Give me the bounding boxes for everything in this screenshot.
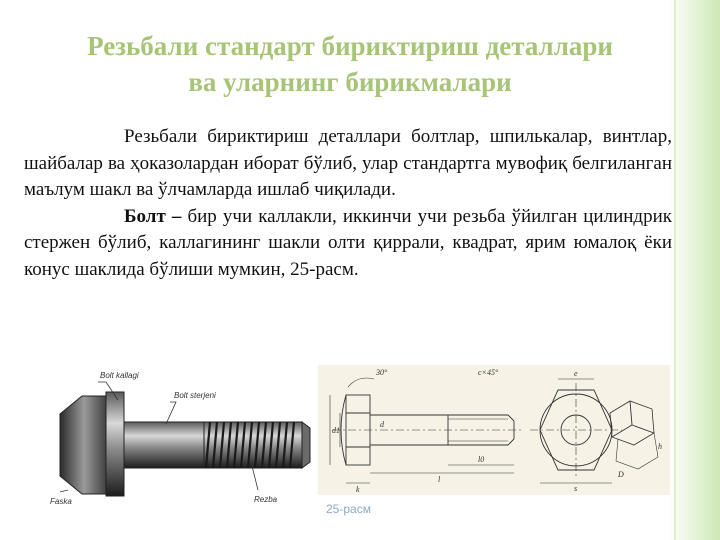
- dim-s: s: [574, 484, 578, 493]
- dim-l0: l0: [478, 455, 485, 464]
- dim-l: l: [438, 475, 441, 484]
- dim-h: h: [658, 442, 662, 451]
- accent-stripe: [674, 0, 676, 540]
- dim-D: D: [618, 470, 624, 479]
- bolt-technical-drawing: [318, 365, 670, 495]
- body-text: [24, 124, 672, 283]
- term-bolt: Болт –: [124, 205, 182, 227]
- paragraph-2-text: бир учи каллакли, иккинчи учи резьба ўйилган цилиндрик стержен бўлиб, каллагининг шакли олти қиррали, квадрат, ярим юмалоқ ёки конус шаклида бўлиши мумкин, 25-расм.: [24, 205, 672, 280]
- paragraph-2: [24, 204, 672, 284]
- label-thread: Rezba: [254, 495, 278, 504]
- label-chamfer: Faska: [50, 497, 72, 506]
- dim-e: e: [574, 369, 578, 378]
- slide-title: [30, 28, 670, 100]
- dim-d1: d1: [332, 426, 340, 435]
- paragraph-1: Резьбали бириктириш деталлари болтлар, шпилькалар, винтлар, шайбалар ва ҳоказолардан иборат бўлиб, улар стандартга мувофиқ белгиланган маълум шакл ва ўлчамларда ишлаб чиқилади.: [24, 126, 672, 200]
- title-line-1: Резьбали стандарт бириктириш деталлари: [87, 31, 613, 61]
- label-bolt-shank: Bolt sterjeni: [174, 391, 216, 400]
- dim-k: k: [356, 485, 360, 494]
- bolt-thread: [204, 422, 310, 468]
- dim-chamfer: c×45°: [478, 368, 499, 377]
- title-line-2: ва уларнинг бирикмалари: [188, 67, 512, 97]
- dim-d: d: [380, 420, 384, 429]
- label-bolt-head: Bolt kallagi: [100, 371, 139, 380]
- bolt-photo: [48, 362, 318, 517]
- dim-angle: 30°: [376, 368, 388, 377]
- figure-caption: 25-расм: [326, 502, 371, 516]
- bolt-shank: [124, 422, 204, 468]
- bolt-head: [60, 392, 124, 496]
